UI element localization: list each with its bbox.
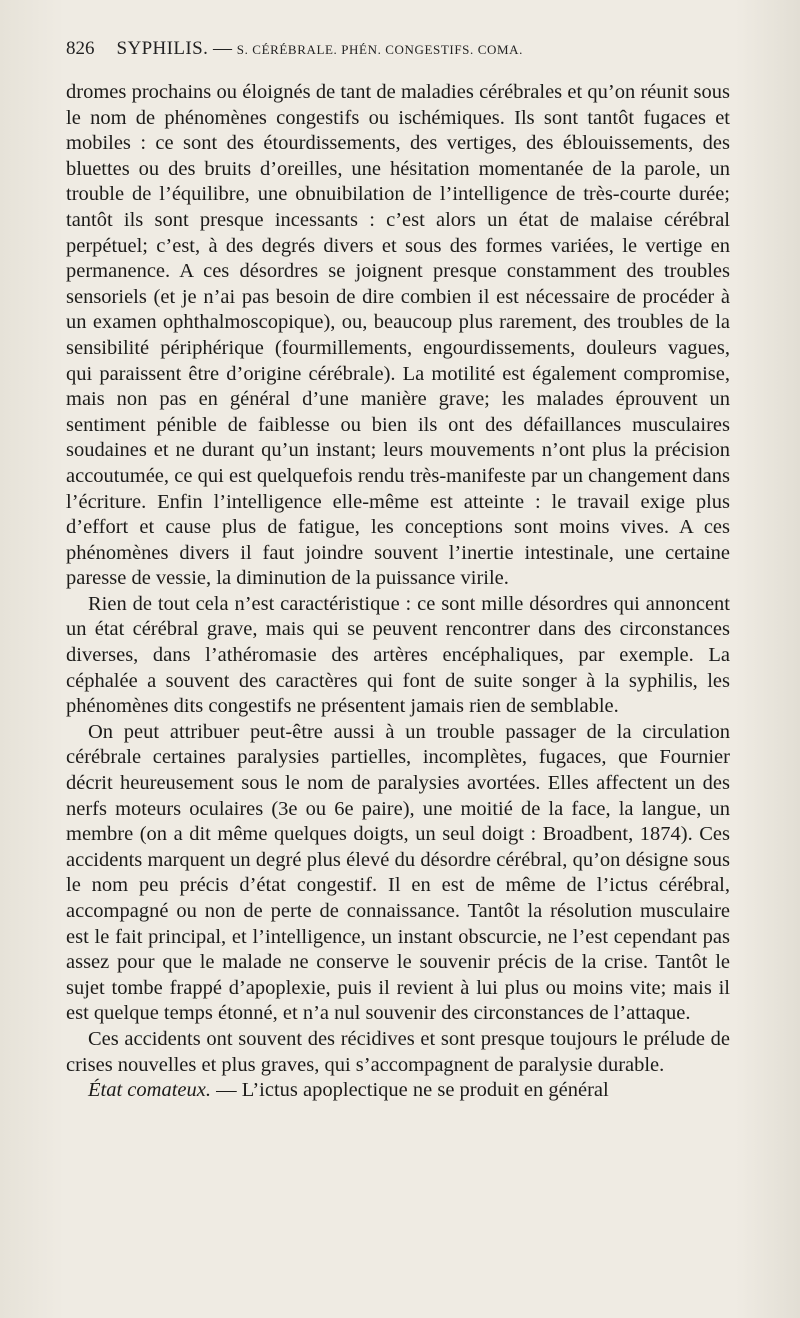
running-header: [66, 38, 736, 60]
page-body: [66, 80, 730, 1104]
paragraph: Ces accidents ont souvent des récidives et sont presque toujours le prélude de crises nouvelles et plus graves, qui s’accompagnent de paralysie durable.: [66, 1027, 730, 1076]
paragraph-continued: dromes prochains ou éloignés de tant de maladies cérébrales et qu’on réunit sous le nom de phénomènes congestifs ou ischémiques. Ils sont tantôt fugaces et mobiles : ce sont des étourdissements, des vertiges, des éblouissements, des bluettes ou des bruits d’oreilles, une hésitation momentanée de la parole, un trouble de l’équilibre, une obnuibilation de l’intelligence de très-courte durée; tantôt ils sont presque incessants : c’est alors un état de malaise cérébral perpétuel; c’est, à des degrés divers et sous des formes variées, le vertige en permanence. A ces désordres se joignent presque constamment des troubles sensoriels (et je n’ai pas besoin de dire combien il est nécessaire de procéder à un examen ophthalmoscopique), ou, beaucoup plus rarement, des troubles de la sensibilité périphérique (fourmillements, engourdissements, douleurs vagues, qui paraissent être d’origine cérébrale). La motilité est également compromise, mais non pas en général d’une manière grave; les malades éprouvent un sentiment pénible de faiblesse ou bien ils ont des défaillances musculaires soudaines et ne durant qu’un instant; leurs mouvements n’ont plus la précision accoutumée, ce qui est quelquefois rendu très-manifeste par un changement dans l’écriture. Enfin l’intelligence elle-même est atteinte : le travail exige plus d’effort et cause plus de fatigue, les conceptions sont moins vives. A ces phénomènes divers il faut joindre souvent l’inertie intestinale, une certaine paresse de vessie, la diminution de la puissance virile.: [66, 81, 730, 590]
header-dash: —: [208, 38, 237, 59]
running-title: SYPHILIS.: [116, 38, 209, 59]
italic-subheading: État comateux.: [88, 1079, 211, 1102]
paragraph: On peut attribuer peut-être aussi à un trouble passager de la circulation cérébrale certaines paralysies partielles, incomplètes, fugaces, que Fournier décrit heureusement sous le nom de paralysies avortées. Elles affectent un des nerfs moteurs oculaires (3e ou 6e paire), une moitié de la face, la langue, un membre (on a dit même quelques doigts, un seul doigt : Broadbent, 1874). Ces accidents marquent un degré plus élevé du désordre cérébral, qu’on désigne sous le nom peu précis d’état congestif. Il en est de même de l’ictus cérébral, accompagné ou non de perte de connaissance. Tantôt la résolution musculaire est le fait principal, et l’intelligence, un instant obscurcie, ne l’est cependant pas assez pour que le malade ne conserve le souvenir précis de la crise. Tantôt le sujet tombe frappé d’apoplexie, puis il revient à lui plus ou moins vite; mais il est quelque temps étonné, et n’a nul souvenir des circonstances de l’attaque.: [66, 720, 730, 1025]
paragraph: Rien de tout cela n’est caractéristique : ce sont mille désordres qui annoncent un état cérébral grave, mais qui se peuvent rencontrer dans des circonstances diverses, dans l’athéromasie des artères encéphaliques, par exemple. La céphalée a souvent des caractères qui font de suite songer à la syphilis, les phénomènes dits congestifs ne présentent jamais rien de semblable.: [66, 592, 730, 718]
section-title: S. CÉRÉBRALE. PHÉN. CONGESTIFS. COMA.: [236, 42, 523, 57]
paragraph-text: — L’ictus apoplectique ne se produit en général: [210, 1079, 609, 1102]
paragraph-etat-comateux: [66, 1078, 730, 1104]
page-number: 826: [66, 38, 95, 59]
